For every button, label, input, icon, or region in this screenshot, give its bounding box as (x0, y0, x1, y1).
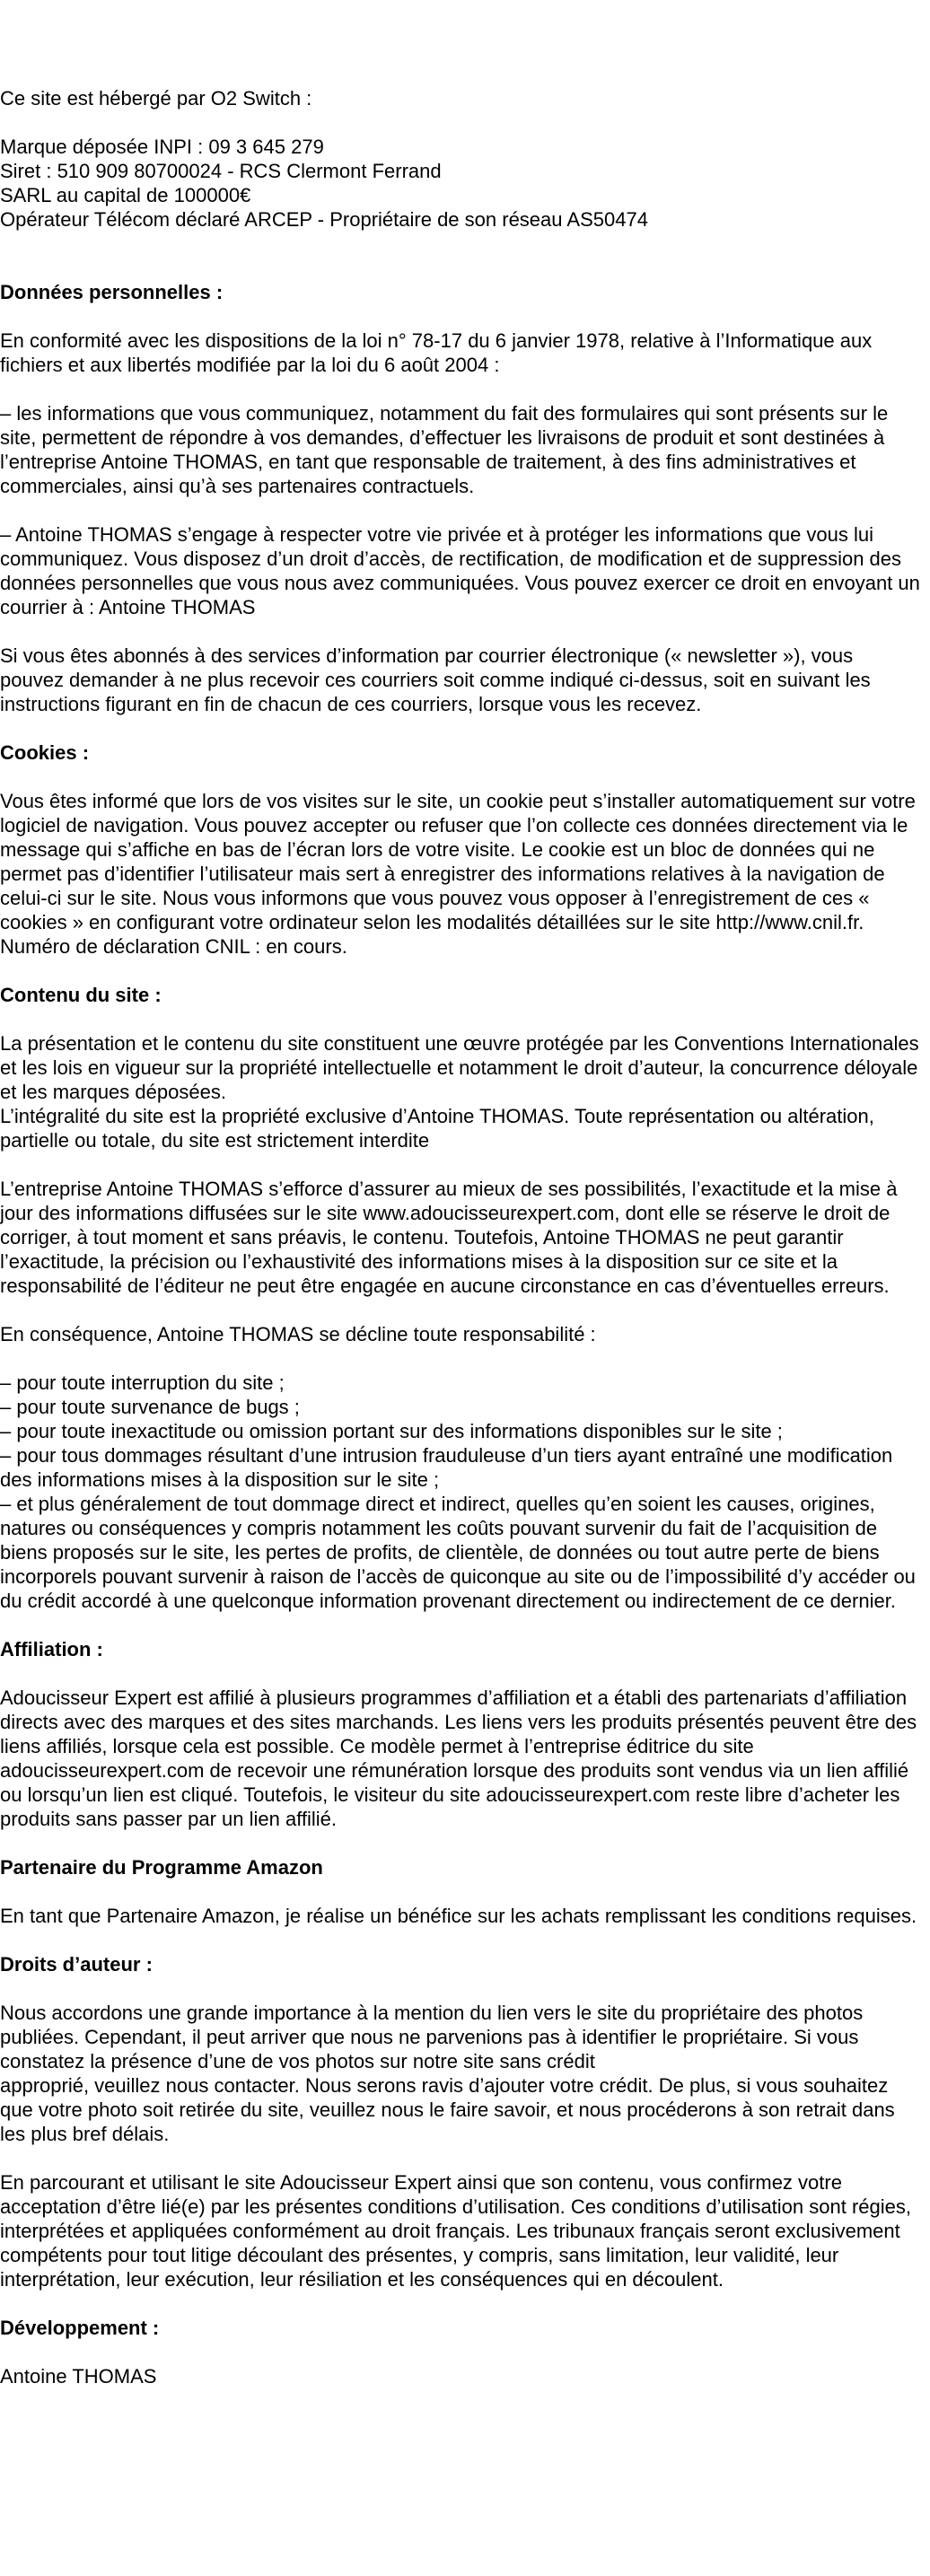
personal-data-intro: En conformité avec les dispositions de la loi n° 78-17 du 6 janvier 1978, relative à l’Informatique aux fichiers et aux libertés modifiée par la loi du 6 août 2004 : (0, 329, 873, 376)
hosting-inpi: Marque déposée INPI : 09 3 645 279 (0, 136, 324, 158)
personal-data-rights: – Antoine THOMAS s’engage à respecter votre vie privée et à protéger les informations que vous lui communiquez. Vous disposez d’un droit d’accès, de rectification, de modification et de suppression des données personnelles que vous nous avez communiquées. Vous pouvez exercer ce droit en envoyant un courrier à : Antoine THOMAS (0, 523, 920, 618)
copyright-heading: Droits d’auteur : (0, 1953, 153, 1976)
amazon-paragraph: En tant que Partenaire Amazon, je réalise un bénéfice sur les achats remplissant les conditions requises. (0, 1905, 917, 1927)
cookies-paragraph: Vous êtes informé que lors de vos visites sur le site, un cookie peut s’installer automatiquement sur votre logiciel de navigation. Vous pouvez accepter ou refuser que l’on collecte ces données directement via le message qui s’affiche en bas de l’écran lors de votre visite. Le cookie est un bloc de données qui ne permet pas d’identifier l’utilisateur mais sert à enregistrer des informations relatives à la navigation de celui-ci sur le site. Nous vous informons que vous pouvez vous opposer à l’enregistrement de ces « cookies » en configurant votre ordinateur selon les modalités détaillées sur le site http://www.cnil.fr. Numéro de déclaration CNIL : en cours. (0, 790, 916, 958)
personal-data-heading: Données personnelles : (0, 281, 224, 303)
list-item: – pour tous dommages résultant d’une intrusion frauduleuse d’un tiers ayant entraîné une modification des informations mises à la disposition sur le site ; (0, 1444, 893, 1491)
list-item: – et plus généralement de tout dommage direct et indirect, quelles qu’en soient les causes, origines, natures ou conséquences y compris notamment les coûts pouvant survenir du fait de l’acquisition de biens proposés sur le site, les pertes de profits, de clientèle, de données ou tout autre perte de biens incorporels pouvant survenir à raison de l’accès de quiconque au site ou de l’impossibilité d’y accéder ou du crédit accordé à une quelconque information provenant directement ou indirectement de ce dernier. (0, 1493, 916, 1612)
copyright-photos-line-2: approprié, veuillez nous contacter. Nous serons ravis d’ajouter votre crédit. De plus, si vous souhaitez que votre photo soit retirée du site, veuillez nous le faire savoir, et nous procéderons à son retrait dans les plus bref délais. (0, 2074, 895, 2145)
content-ownership-line-2: L’intégralité du site est la propriété exclusive d’Antoine THOMAS. Toute représentation ou altération, partielle ou totale, du site est strictement interdite (0, 1105, 874, 1152)
cookies-heading: Cookies : (0, 741, 90, 764)
content-ownership-line-1: La présentation et le contenu du site constituent une œuvre protégée par les Conventions Internationales et les lois en vigueur sur la propriété intellectuelle et notamment le droit d’auteur, la concurrence déloyale et les marques déposées. (0, 1032, 919, 1103)
list-item: – pour toute interruption du site ; (0, 1371, 285, 1394)
personal-data-newsletter: Si vous êtes abonnés à des services d’information par courrier électronique (« newsletter »), vous pouvez demander à ne plus recevoir ces courriers soit comme indiqué ci-dessus, soit en suivant les instructions figurant en fin de chacun de ces courriers, lorsque vous les recevez. (0, 644, 871, 715)
hosting-capital: SARL au capital de 100000€ (0, 184, 251, 206)
content-accuracy: L’entreprise Antoine THOMAS s’efforce d’assurer au mieux de ses possibilités, l’exactitude et la mise à jour des informations diffusées sur le site www.adoucisseurexpert.com, dont elle se réserve le droit de corriger, à tout moment et sans préavis, le contenu. Toutefois, Antoine THOMAS ne peut garantir l’exactitude, la précision ou l’exhaustivité des informations mises à la disposition sur ce site et la responsabilité de l’éditeur ne peut être engagée en aucune circonstance en cas d’éventuelles erreurs. (0, 1178, 898, 1297)
content-disclaimer-list (0, 1371, 921, 1613)
hosting-arcep: Opérateur Télécom déclaré ARCEP - Propriétaire de son réseau AS50474 (0, 208, 648, 231)
amazon-heading: Partenaire du Programme Amazon (0, 1856, 323, 1879)
hosting-title: Ce site est hébergé par O2 Switch : (0, 87, 312, 110)
copyright-terms: En parcourant et utilisant le site Adoucisseur Expert ainsi que son contenu, vous confirmez votre acceptation d’être lié(e) par les présentes conditions d’utilisation. Ces conditions d’utilisation sont régies, interprétées et appliquées conformément au droit français. Les tribunaux français seront exclusivement compétents pour tout litige découlant des présentes, y compris, sans limitation, leur validité, leur interprétation, leur exécution, leur résiliation et les conséquences qui en découlent. (0, 2171, 911, 2291)
hosting-details (0, 135, 921, 232)
content-disclaimer-intro: En conséquence, Antoine THOMAS se décline toute responsabilité : (0, 1323, 596, 1345)
list-item: – pour toute inexactitude ou omission portant sur des informations disponibles sur le site ; (0, 1420, 783, 1442)
hosting-siret: Siret : 510 909 80700024 - RCS Clermont Ferrand (0, 160, 442, 182)
content-ownership (0, 1031, 921, 1152)
affiliation-heading: Affiliation : (0, 1638, 103, 1660)
development-author: Antoine THOMAS (0, 2365, 157, 2388)
development-heading: Développement : (0, 2317, 160, 2339)
content-heading: Contenu du site : (0, 984, 162, 1006)
copyright-photos-line-1: Nous accordons une grande importance à la mention du lien vers le site du propriétaire des photos publiées. Cependant, il peut arriver que nous ne parvenions pas à identifier le propriétaire. Si vous constatez la présence d’une de vos photos sur notre site sans crédit (0, 2002, 864, 2072)
copyright-photos (0, 2001, 921, 2146)
personal-data-usage: – les informations que vous communiquez, notamment du fait des formulaires qui sont présents sur le site, permettent de répondre à vos demandes, d’effectuer les livraisons de produit et sont destinées à l’entreprise Antoine THOMAS, en tant que responsable de traitement, à des fins administratives et commerciales, ainsi qu’à ses partenaires contractuels. (0, 402, 889, 497)
list-item: – pour toute survenance de bugs ; (0, 1396, 300, 1418)
affiliation-paragraph: Adoucisseur Expert est affilié à plusieurs programmes d’affiliation et a établi des partenariats d’affiliation directs avec des marques et des sites marchands. Les liens vers les produits présentés peuvent être des liens affiliés, lorsque cela est possible. Ce modèle permet à l’entreprise éditrice du site adoucisseurexpert.com de recevoir une rémunération lorsque des produits sont vendus via un lien affilié ou lorsqu’un lien est cliqué. Toutefois, le visiteur du site adoucisseurexpert.com reste libre d’acheter les produits sans passer par un lien affilié. (0, 1687, 917, 1830)
